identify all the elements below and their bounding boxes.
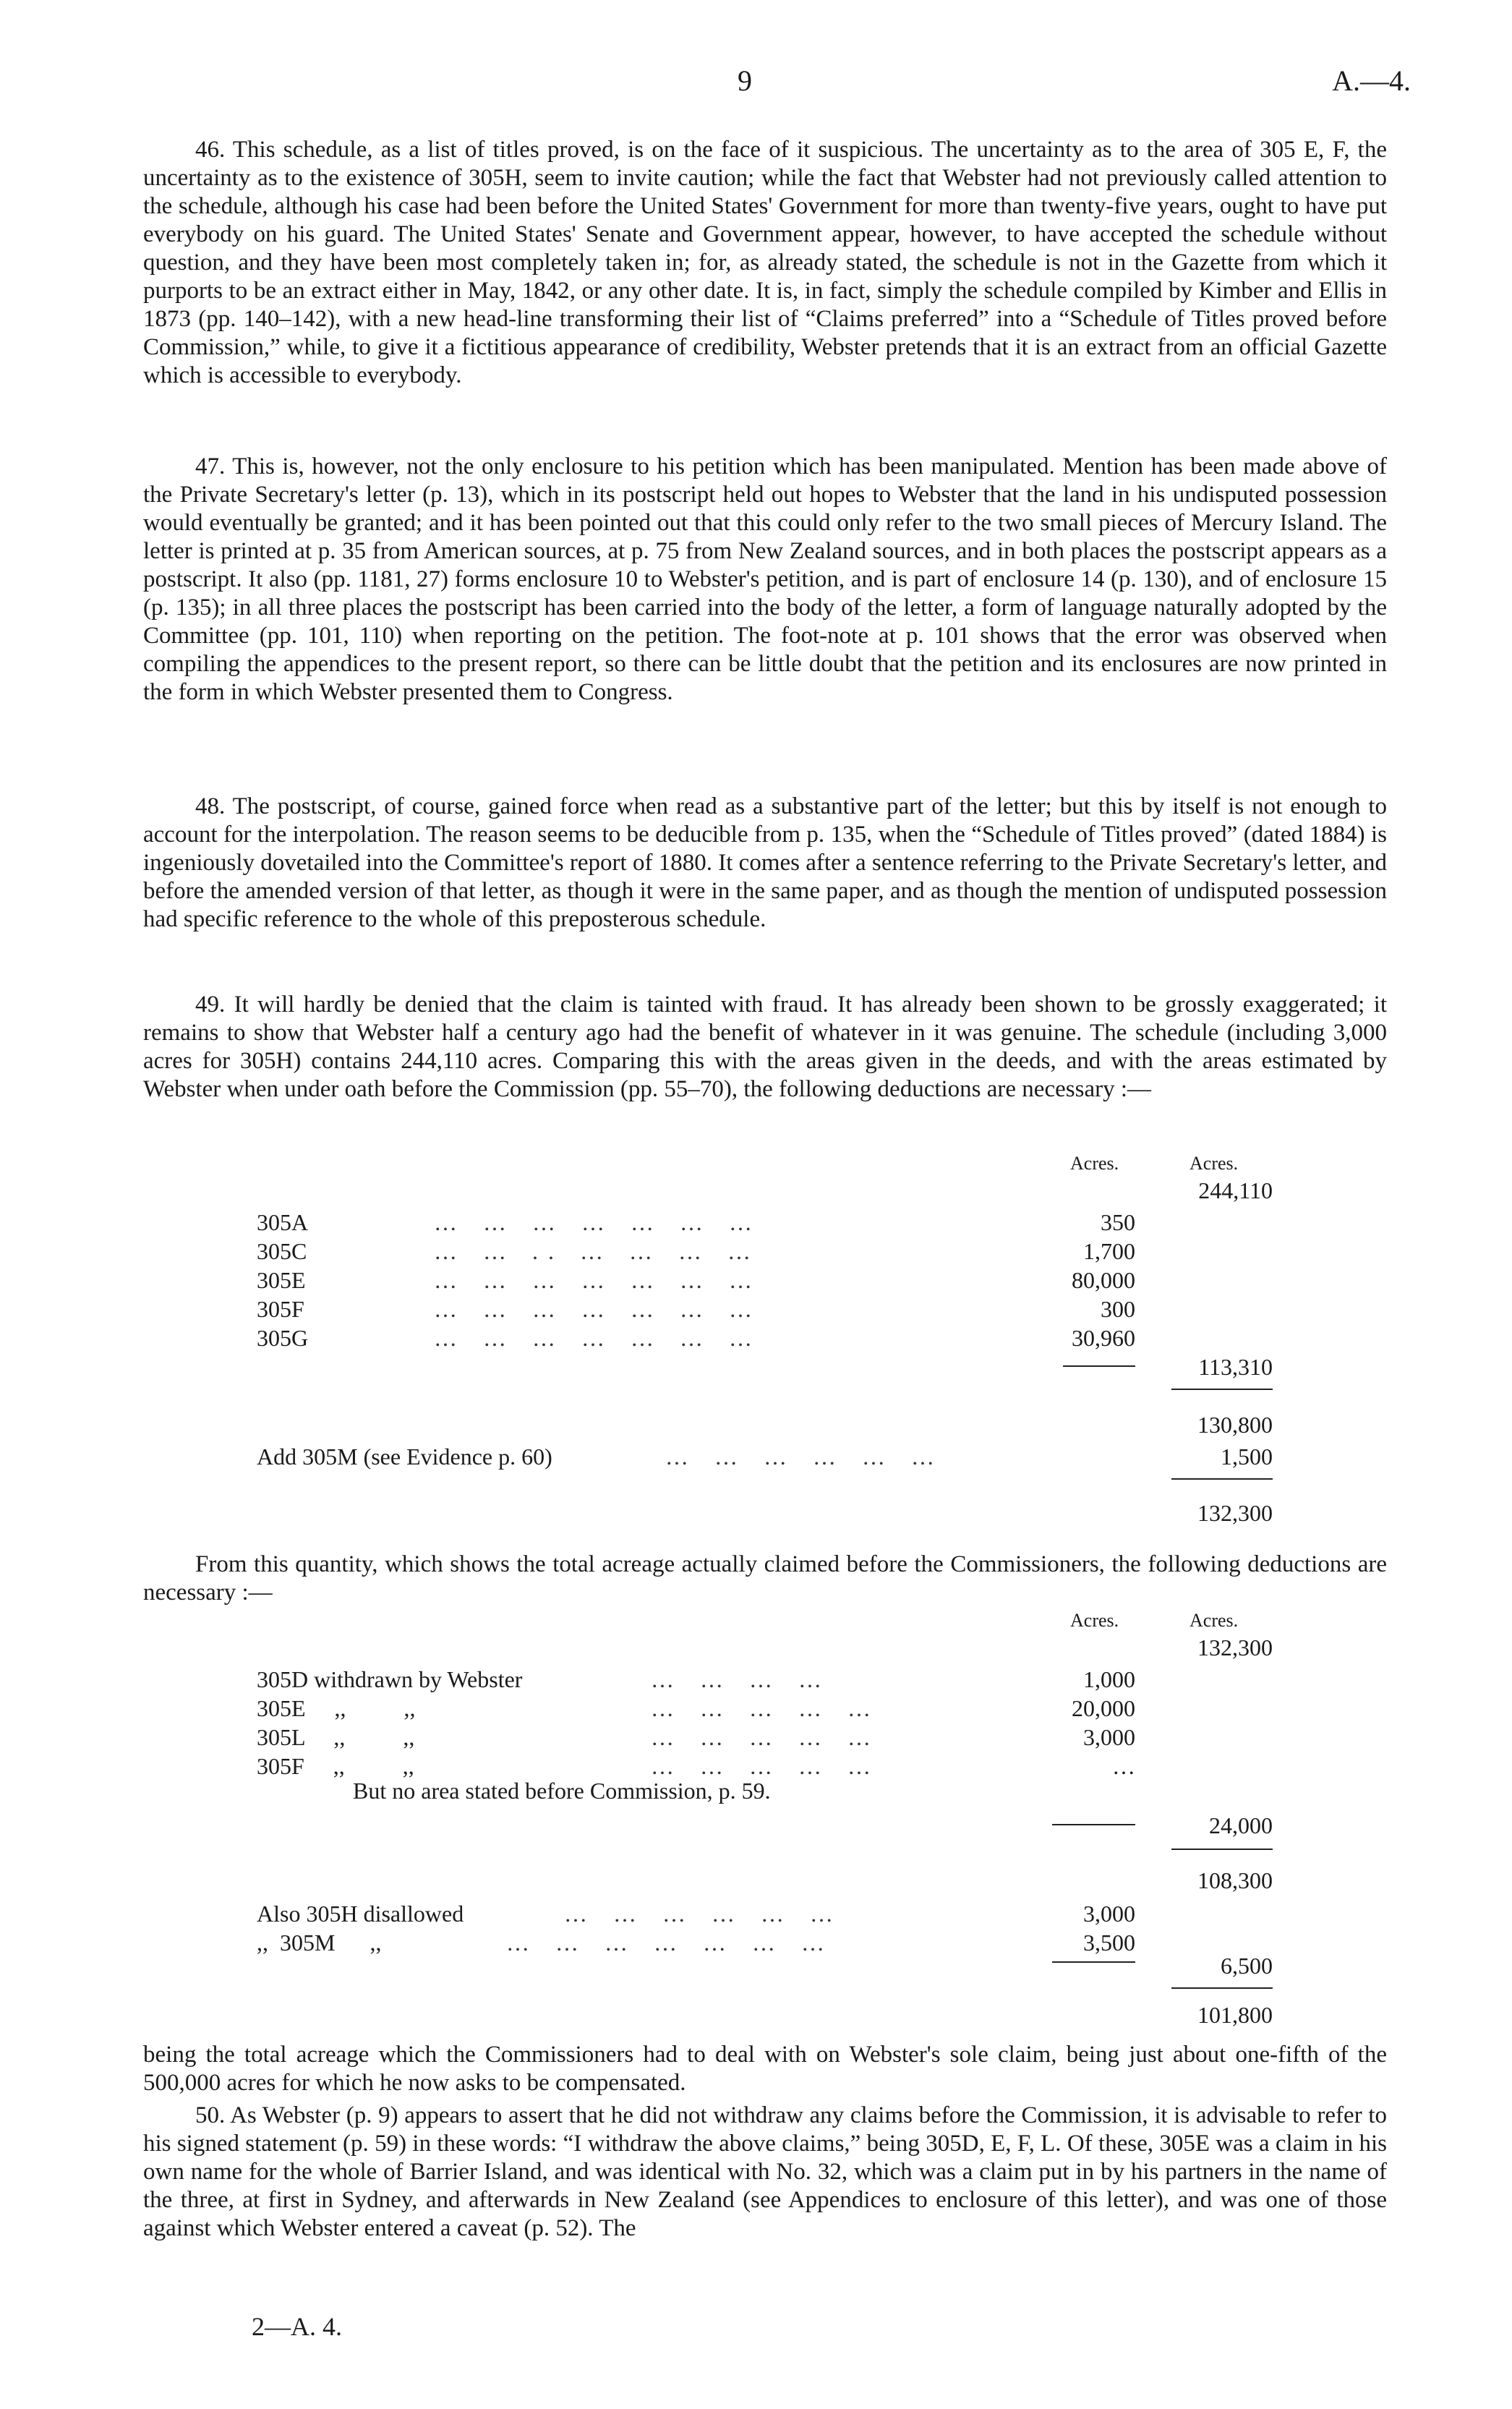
row-label: 305F ,, ,, [257, 1753, 414, 1779]
leader-dots: … … … … [651, 1666, 832, 1692]
row-value: 80,000 [1072, 1267, 1135, 1293]
table2-col-header-2: Acres. [1189, 1610, 1239, 1631]
row-label: 305E ,, ,, [257, 1695, 416, 1721]
row-value: 3,000 [1083, 1901, 1135, 1927]
paragraph-48 [143, 793, 1387, 934]
leader-dots: … … … … … … [564, 1901, 843, 1927]
row-label: Add 305M (see Evidence p. 60) [257, 1444, 552, 1470]
leader-dots: … … … … … … … [434, 1296, 762, 1322]
row-label: 305L ,, ,, [257, 1724, 415, 1750]
leader-dots: … … … … … … … [434, 1209, 762, 1235]
paragraph-47 [143, 453, 1387, 707]
leader-dots: … … … … … [651, 1695, 881, 1721]
table1-total: 132,300 [1197, 1500, 1273, 1526]
table2-subtotal-b: 6,500 [1221, 1953, 1273, 1979]
table2-remainder: 108,300 [1197, 1867, 1273, 1893]
table1-remainder: 130,800 [1197, 1412, 1273, 1438]
table2-col-header-1: Acres. [1070, 1610, 1119, 1631]
table1-col-header-1: Acres. [1070, 1153, 1119, 1174]
row-value: 350 [1101, 1209, 1135, 1235]
table1-rule [1171, 1478, 1273, 1480]
table1-rule [1063, 1365, 1135, 1367]
row-value: 1,500 [1221, 1444, 1273, 1470]
page-number: 9 [738, 64, 752, 97]
document-reference: A.—4. [1332, 64, 1411, 97]
leader-dots: … … … … … … [665, 1444, 944, 1470]
row-label: 305E [257, 1267, 306, 1293]
paragraph-48-text: 48. The postscript, of course, gained force when read as a substantive part of the letter; but this by itself is not enough to account for the interpolation. The reason seems to be deducible from p. 135, when the “Schedule of Titles proved” (dated 1884) is ingeniously dovetailed into the Committee's report of 1880. It comes after a sentence referring to the Private Secretary's letter, and before the amended version of that letter, as though it were in the same paper, and as though the mention of undisputed possession had specific reference to the whole of this preposterous schedule. [143, 793, 1387, 932]
table1-subtotal-deducted: 113,310 [1198, 1354, 1273, 1380]
paragraph-50-text: 50. As Webster (p. 9) appears to assert that he did not withdraw any claims before the Commission, it is advisable to refer to his signed statement (p. 59) in these words: “I withdraw the above claims,” being 305D, E, F, L. Of these, 305E was a claim in his own name for the whole of Barrier Island, and was identical with No. 32, which was a claim put in by his partners in the name of the three, at first in Sydney, and afterwards in New Zealand (see Appendices to enclosure of this letter), and was one of those against which Webster entered a caveat (p. 52). The [143, 2102, 1387, 2241]
table2-opening-total: 132,300 [1197, 1634, 1273, 1660]
table1-col-header-2: Acres. [1189, 1153, 1239, 1174]
row-value: 3,500 [1083, 1930, 1135, 1956]
table1-rule [1171, 1389, 1273, 1390]
row-value: … [1112, 1753, 1135, 1779]
table1-opening-total: 244,110 [1198, 1177, 1273, 1203]
table2-subtotal-deducted: 24,000 [1209, 1812, 1273, 1838]
row-value: 300 [1101, 1296, 1135, 1322]
row-label: Also 305H disallowed [257, 1901, 464, 1927]
table2-rule [1052, 1961, 1135, 1963]
paragraph-50 [143, 2102, 1387, 2243]
signature-mark: 2—A. 4. [252, 2312, 342, 2341]
row-label: 305F [257, 1296, 304, 1322]
table2-rule [1171, 1849, 1273, 1850]
paragraph-from-quantity-text: From this quantity, which shows the total acreage actually claimed before the Commissioners, the following deductions are necessary :— [143, 1551, 1387, 1606]
table2-final-total: 101,800 [1197, 2002, 1273, 2028]
row-value: 20,000 [1072, 1695, 1135, 1721]
paragraph-49-text: 49. It will hardly be denied that the claim is tainted with fraud. It has already been shown to be grossly exaggerated; it remains to show that Webster half a century ago had the benefit of whatever in it was genuine. The schedule (including 3,000 acres for 305H) contains 244,110 acres. Comparing this with the areas given in the deeds, and with the areas estimated by Webster when under oath before the Commission (pp. 55–70), the following deductions are necessary :— [143, 992, 1387, 1102]
leader-dots: … … … … … … … [506, 1930, 834, 1956]
row-value: 1,700 [1083, 1238, 1135, 1264]
paragraph-being-total-text: being the total acreage which the Commissioners had to deal with on Webster's sole claim, being just about one-fifth of the 500,000 acres for which he now asks to be compensated. [143, 2042, 1387, 2096]
paragraph-47-text: 47. This is, however, not the only enclosure to his petition which has been manipulated. Mention has been made above of the Private Secretary's letter (p. 13), which in its postscript held out hopes to Webster that the land in his undisputed possession would eventually be granted; and it has been pointed out that this could only refer to the two small pieces of Mercury Island. The letter is printed at p. 35 from American sources, at p. 75 from New Zealand sources, and in both places the postscript appears as a postscript. It also (pp. 1181, 27) forms enclosure 10 to Webster's petition, and is part of enclosure 14 (p. 130), and of enclosure 15 (p. 135); in all three places the postscript has been carried into the body of the letter, a form of language naturally adopted by the Committee (pp. 101, 110) when reporting on the petition. The foot-note at p. 101 shows that the error was observed when compiling the appendices to the present report, so there can be little doubt that the petition and its enclosures are now printed in the form in which Webster presented them to Congress. [143, 453, 1387, 705]
row-label: 305A [257, 1209, 309, 1235]
row-value: 3,000 [1083, 1724, 1135, 1750]
paragraph-46 [143, 136, 1387, 390]
table2-rule [1171, 1987, 1273, 1989]
leader-dots: … … … … … [651, 1753, 881, 1779]
paragraph-49 [143, 991, 1387, 1104]
note-text: But no area stated before Commission, p. 59. [353, 1778, 771, 1804]
paragraph-being-total [143, 2041, 1387, 2097]
paragraph-from-quantity [143, 1551, 1387, 1607]
row-label: 305G [257, 1325, 309, 1351]
row-label: ,, 305M ,, [257, 1930, 382, 1956]
leader-dots: … … .. … … … … [434, 1238, 761, 1264]
row-value: 1,000 [1083, 1666, 1135, 1692]
leader-dots: … … … … … [651, 1724, 881, 1750]
row-label: 305D withdrawn by Webster [257, 1666, 523, 1692]
table2-rule [1052, 1824, 1135, 1825]
row-label: 305C [257, 1238, 307, 1264]
leader-dots: … … … … … … … [434, 1325, 762, 1351]
leader-dots: … … … … … … … [434, 1267, 762, 1293]
paragraph-46-text: 46. This schedule, as a list of titles proved, is on the face of it suspicious. The uncertainty as to the area of 305 E, F, the uncertainty as to the existence of 305H, seem to invite caution; while the fact that Webster had not previously called attention to the schedule, although his case had been before the United States' Government for more than twenty-five years, ought to have put everybody on his guard. The United States' Senate and Government appear, however, to have accepted the schedule without question, and they have been most completely taken in; for, as already stated, the schedule is not in the Gazette from which it purports to be an extract either in May, 1842, or any other date. It is, in fact, simply the schedule compiled by Kimber and Ellis in 1873 (pp. 140–142), with a new head-line transforming their list of “Claims preferred” into a “Schedule of Titles proved before Commission,” while, to give it a fictitious appearance of credibility, Webster pretends that it is an extract from an official Gazette which is accessible to everybody. [143, 137, 1387, 388]
row-value: 30,960 [1072, 1325, 1135, 1351]
